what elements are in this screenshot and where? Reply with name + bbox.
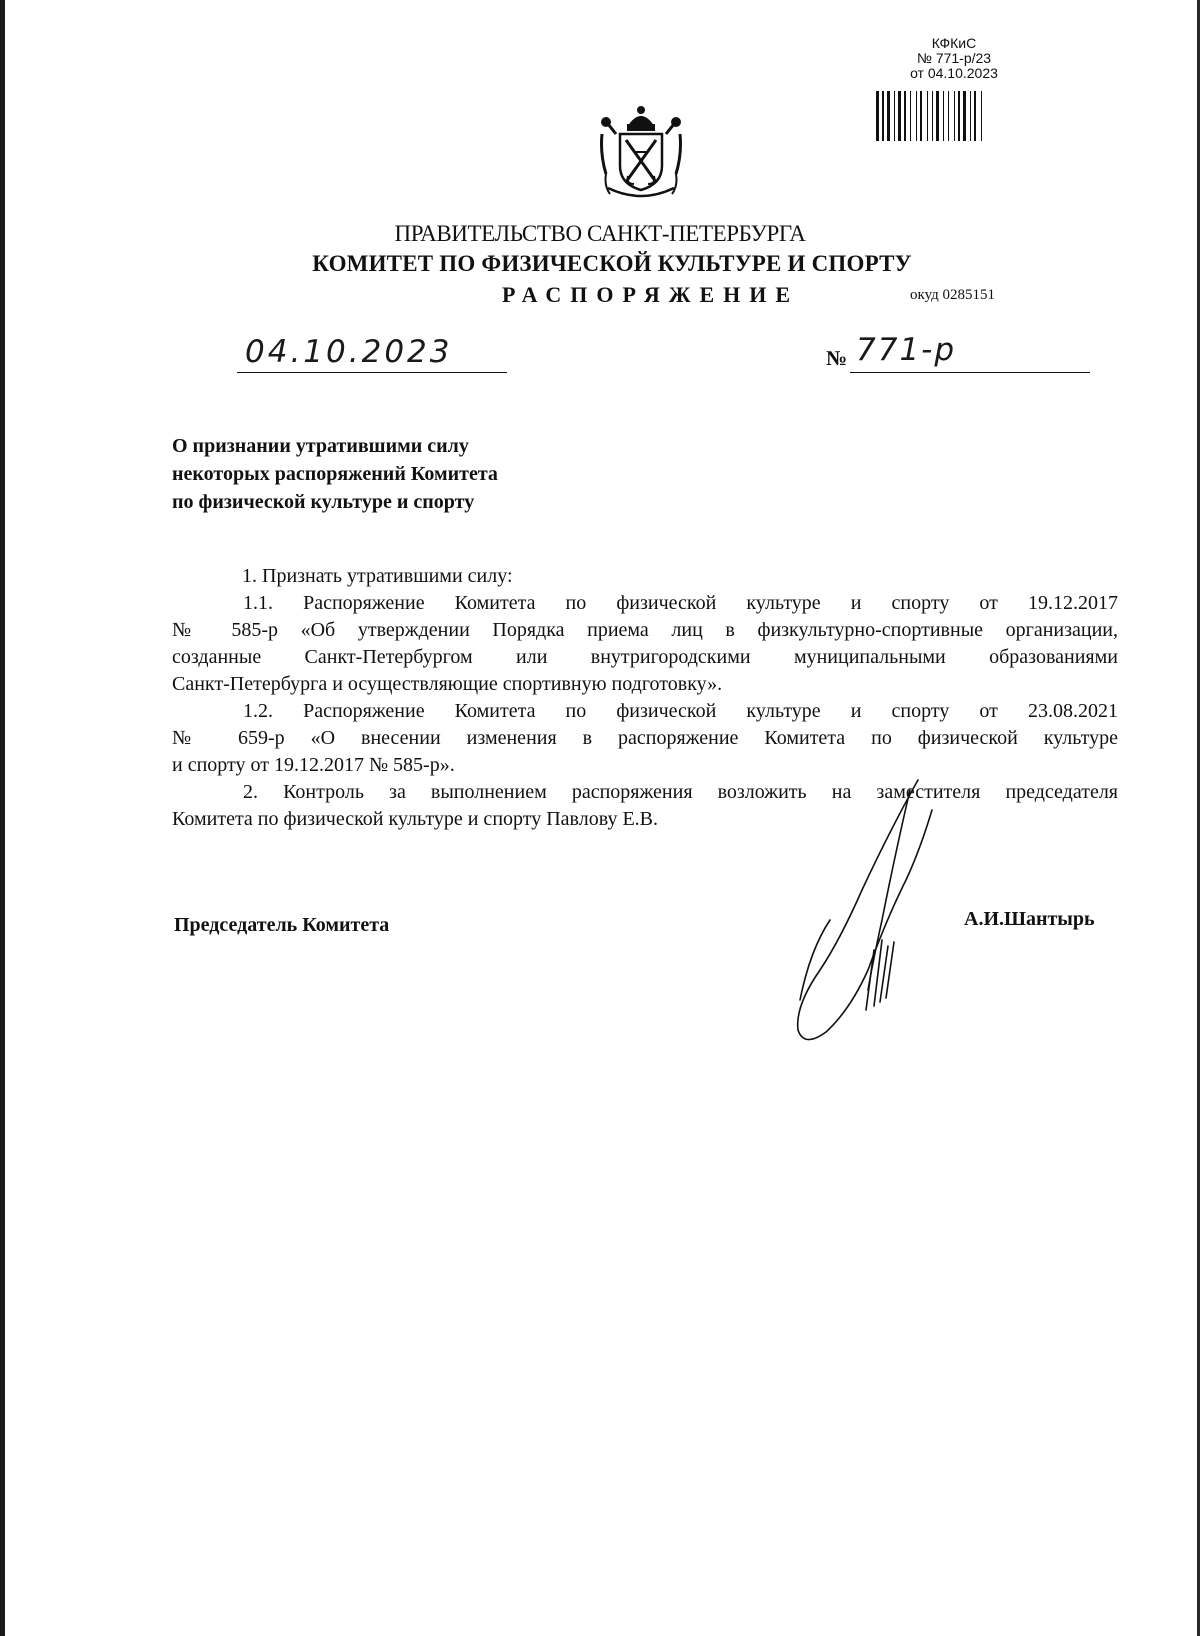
barcode-bar: [916, 91, 917, 141]
committee-name: КОМИТЕТ ПО ФИЗИЧЕСКОЙ КУЛЬТУРЕ И СПОРТУ: [312, 251, 912, 276]
paragraph-2-line: 2. Контроль за выполнением распоряжения возложить на заместителя председателя: [243, 781, 1118, 803]
document-type: РАСПОРЯЖЕНИЕ: [502, 282, 800, 307]
order-date-line: [237, 334, 507, 373]
barcode-bar: [920, 91, 922, 141]
barcode-bar: [876, 91, 879, 141]
subject-line: О признании утратившими силу: [172, 435, 469, 457]
paragraph-1: 1. Признать утратившими силу:: [242, 565, 513, 587]
registration-date: от 04.10.2023: [910, 65, 998, 81]
barcode-bar: [894, 91, 895, 141]
paragraph-1-2-line: и спорту от 19.12.2017 № 585-р».: [172, 754, 455, 776]
barcode-bar: [974, 91, 976, 141]
subject-line: некоторых распоряжений Комитета: [172, 463, 498, 485]
government-name: ПРАВИТЕЛЬСТВО САНКТ-ПЕТЕРБУРГА: [394, 221, 806, 246]
subject-line: по физической культуре и спорту: [172, 491, 475, 513]
order-date-handwritten: 04.10.2023: [245, 334, 453, 370]
registration-org-code: КФКиС: [931, 35, 977, 51]
paragraph-2-line: Комитета по физической культуре и спорту Павлову Е.В.: [172, 808, 659, 830]
registration-number: № 771-р/23: [916, 50, 992, 66]
barcode-bar: [910, 91, 911, 141]
registration-stamp: [874, 36, 1034, 81]
barcode-bar: [970, 91, 971, 141]
barcode-bar: [882, 91, 884, 141]
order-number-line: [850, 332, 1090, 373]
signatory-name: А.И.Шантырь: [964, 908, 1095, 930]
signatory-title: Председатель Комитета: [174, 914, 390, 936]
order-number-handwritten: 771-р: [856, 332, 957, 368]
paragraph-1-1-line: созданные Санкт-Петербургом или внутригородскими муниципальными образованиями: [172, 646, 1118, 668]
barcode-bar: [963, 91, 966, 141]
barcode-bar: [948, 91, 949, 141]
barcode-bar: [936, 91, 939, 141]
paragraph-1-1-line: № 585-р «Об утверждении Порядка приема лиц в физкультурно-спортивные организации,: [172, 619, 1118, 641]
handwritten-signature: [770, 770, 960, 1050]
order-number-label: №: [826, 346, 848, 370]
okud-code: окуд 0285151: [910, 287, 996, 303]
paragraph-1-2-line: № 659-р «О внесении изменения в распоряжение Комитета по физической культуре: [172, 727, 1118, 749]
paragraph-1-1-line: Санкт-Петербурга и осуществляющие спортивную подготовку».: [172, 673, 723, 695]
barcode-bar: [898, 91, 901, 141]
barcode: [876, 91, 1032, 141]
barcode-bar: [954, 91, 955, 141]
paragraph-1-2-line: 1.2. Распоряжение Комитета по физической культуре и спорту от 23.08.2021: [243, 700, 1118, 722]
barcode-bar: [981, 91, 982, 141]
barcode-bar: [887, 91, 890, 141]
paragraph-1-1-line: 1.1. Распоряжение Комитета по физической культуре и спорту от 19.12.2017: [243, 592, 1118, 614]
barcode-bar: [958, 91, 960, 141]
barcode-bar: [927, 91, 928, 141]
barcode-bar: [904, 91, 906, 141]
barcode-bar: [943, 91, 944, 141]
barcode-bar: [932, 91, 933, 141]
document-body: [172, 563, 1118, 833]
document-subject: [172, 432, 672, 516]
coat-of-arms-icon: [596, 104, 686, 204]
